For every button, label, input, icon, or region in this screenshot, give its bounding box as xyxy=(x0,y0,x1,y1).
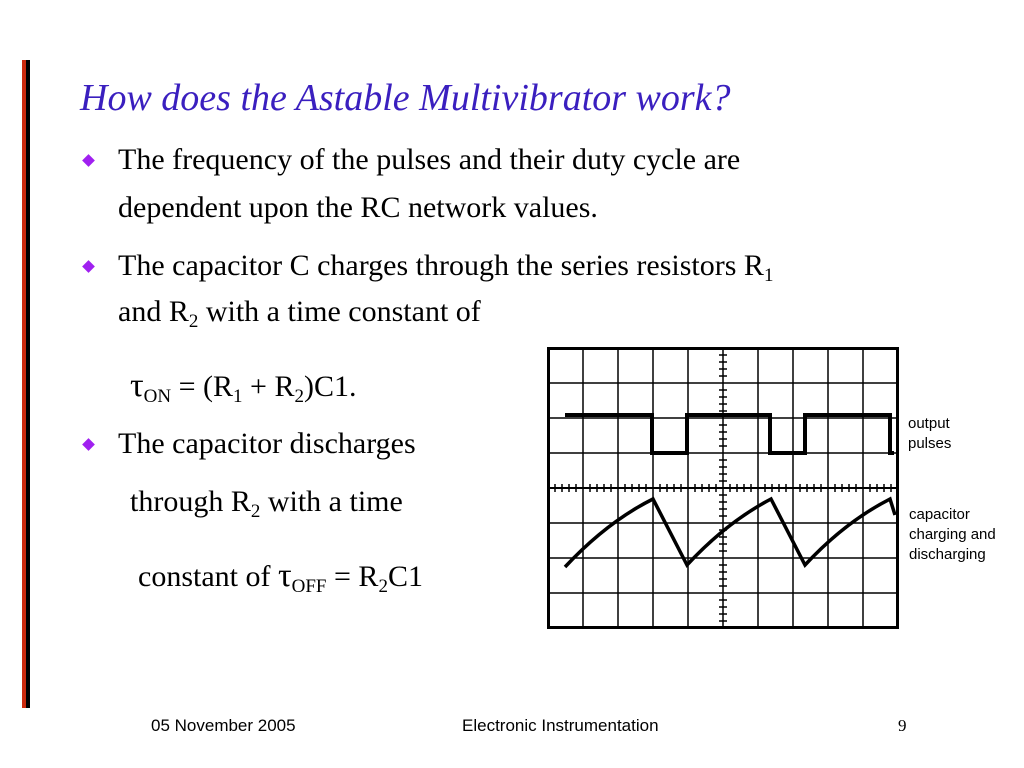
bullet-3-r2-sub: 2 xyxy=(250,501,261,522)
bullet-3-with-time: with a time xyxy=(260,485,403,518)
oscilloscope-figure xyxy=(547,347,899,629)
capacitor-label-line-3: discharging xyxy=(909,546,986,563)
capacitor-label-line-1: capacitor xyxy=(909,506,970,523)
bullet-1-line-2: dependent upon the RC network values. xyxy=(118,191,598,224)
formula-tail: )C1. xyxy=(303,370,357,403)
bullet-3-r2-sub-2: 2 xyxy=(378,576,388,597)
tau-symbol: τ xyxy=(277,557,292,594)
bullet-2-line-2 xyxy=(118,290,481,334)
formula-r1-sub: 1 xyxy=(233,386,243,407)
formula-plus: + R xyxy=(242,370,295,403)
bullet-3-line-1: The capacitor discharges xyxy=(118,427,416,460)
bullet-3-constant-of: constant of xyxy=(138,560,278,593)
capacitor-label xyxy=(909,505,996,565)
r1-subscript: 1 xyxy=(763,265,774,286)
r2-subscript: 2 xyxy=(188,311,199,332)
tau-off-subscript: OFF xyxy=(291,576,327,597)
bullet-2-line-1 xyxy=(118,244,773,288)
bullet-2-text: The capacitor C charges through the series resistors R xyxy=(118,249,764,282)
diamond-bullet-icon xyxy=(82,154,95,167)
formula-tau-on xyxy=(130,364,356,409)
bullet-3-through-r: through R xyxy=(130,485,251,518)
bullet-3-line-2 xyxy=(130,480,403,524)
bullet-3-c1: C1 xyxy=(387,560,423,593)
bullet-2-and-r: and R xyxy=(118,295,189,328)
footer-date: 05 November 2005 xyxy=(151,716,296,735)
bullet-2-time-constant: with a time constant of xyxy=(198,295,481,328)
bullet-3-line-3 xyxy=(138,554,423,599)
bullet-3-eq: = R xyxy=(326,560,379,593)
oscilloscope-screen xyxy=(547,347,899,629)
formula-eq: = (R xyxy=(171,370,234,403)
diamond-bullet-icon xyxy=(82,260,95,273)
diamond-bullet-icon xyxy=(82,438,95,451)
output-label-line-1: output xyxy=(908,415,950,432)
output-label-line-2: pulses xyxy=(908,435,952,452)
footer-course: Electronic Instrumentation xyxy=(462,716,659,735)
tau-on-subscript: ON xyxy=(143,386,172,407)
formula-r2-sub: 2 xyxy=(294,386,304,407)
left-accent-bar-dark xyxy=(26,60,30,708)
bullet-1-line-1: The frequency of the pulses and their duty cycle are xyxy=(118,143,741,176)
output-pulses-label xyxy=(908,414,951,454)
capacitor-label-line-2: charging and xyxy=(909,526,996,543)
slide-title: How does the Astable Multivibrator work? xyxy=(80,77,731,119)
footer-page-number: 9 xyxy=(898,716,907,735)
tau-symbol: τ xyxy=(130,367,144,404)
